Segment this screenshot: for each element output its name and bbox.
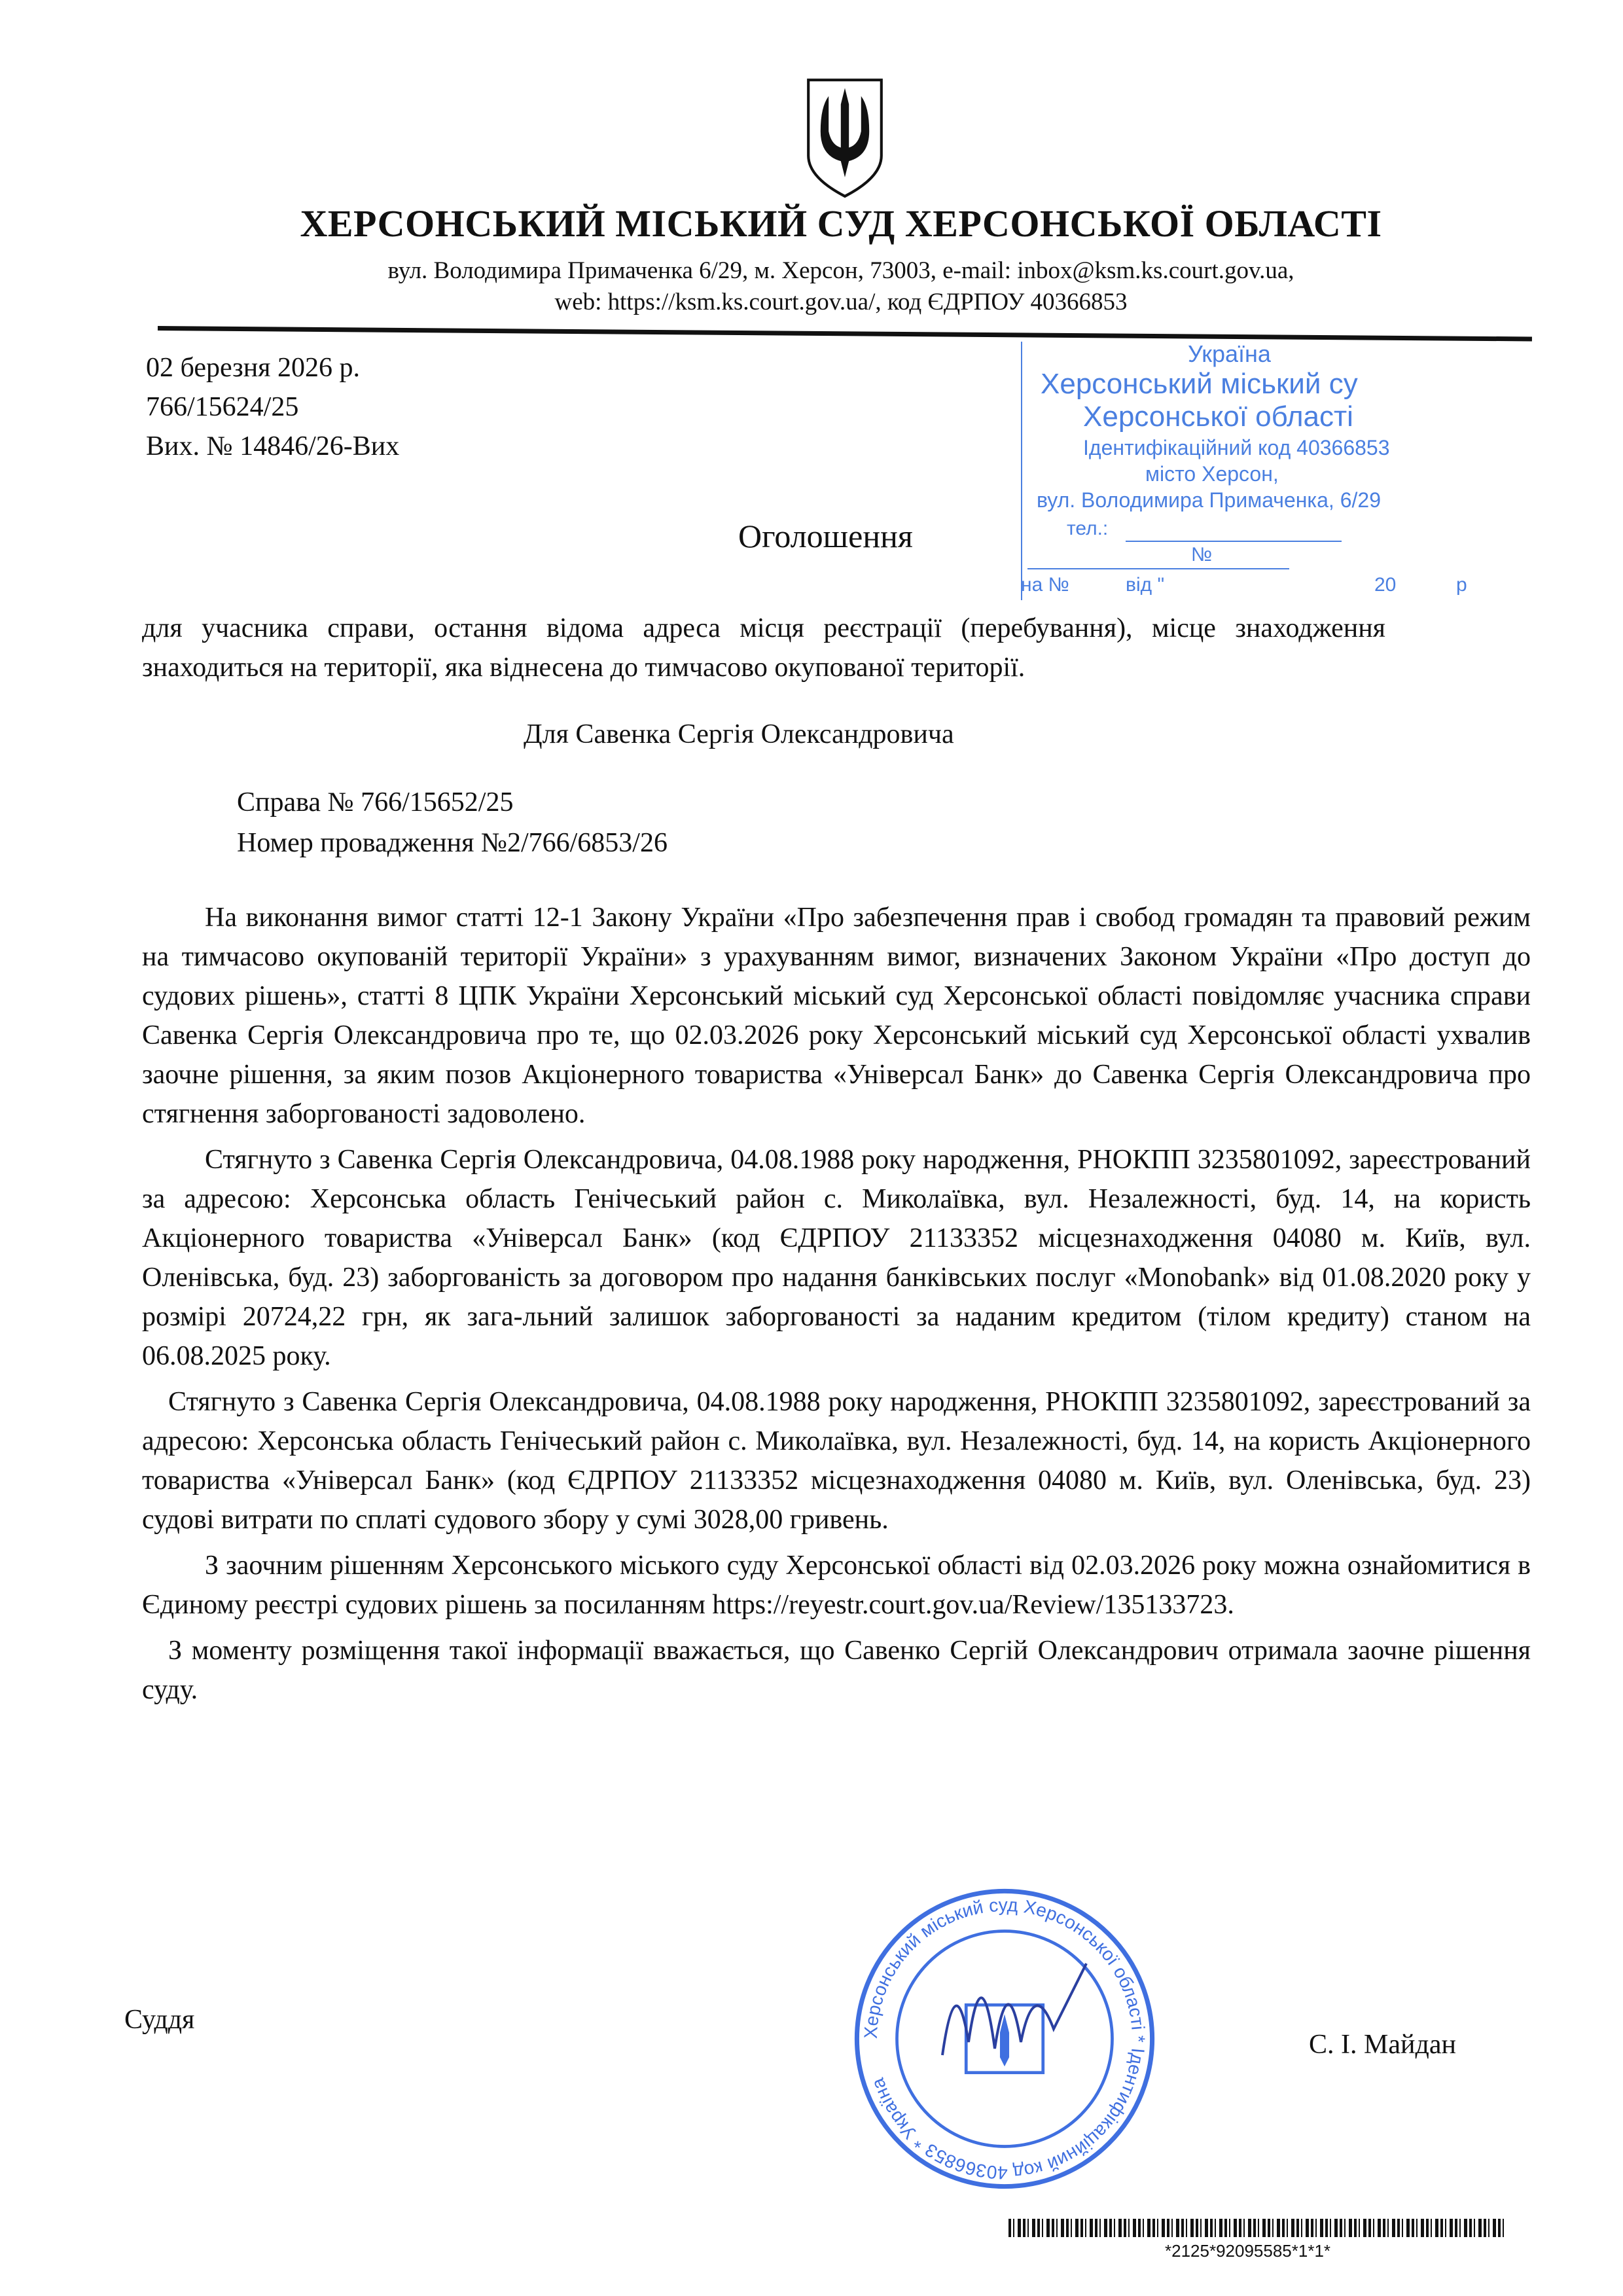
stamp-line: вул. Володимира Примаченка, 6/29 <box>1037 488 1381 512</box>
stamp-tel: тел.: <box>1067 518 1109 539</box>
proceeding-number: Номер провадження №2/766/6853/26 <box>237 828 668 858</box>
paragraph: На виконання вимог статті 12-1 Закону України «Про забезпечення прав і свобод громадян та правовий режим на тимчасово окупованій території України» з урахуванням вимог, визначених Законом України «Про доступ до судових рішень», статті 8 ЦПК України Херсонський міський суд Херсонської області повідомляє учасника справи Савенка Сергія Олександровича про те, що 02.03.2026 року Херсонський міський суд Херсонської області ухвалив заочне рішення, за яким позов Акціонерного товариства «Універсал Банк» до Савенка Сергія Олександровича про стягнення заборгованості задоволено. <box>142 903 1531 1129</box>
coat-of-arms-trident-icon <box>804 77 885 199</box>
stamp-year: 20 <box>1374 574 1397 596</box>
stamp-ref: на № <box>1021 574 1069 596</box>
paragraph: Стягнуто з Савенка Сергія Олександровича, 04.08.1988 року народження, РНОКПП 3235801092, зареєстрований за адресою: Херсонська область Генічеський район с. Миколаївка, вул. Незалежності, буд. 14, на користь Акціонерного товариства «Універсал Банк» (код ЄДРПОУ 21133352 місцезнаходження 04080 м. Київ, вул. Оленівська, буд. 23) судові витрати по сплаті судового збору у сумі 3028,00 гривень. <box>142 1387 1531 1535</box>
judge-name: С. І. Майдан <box>1309 2030 1456 2060</box>
stamp-r: р <box>1456 574 1467 596</box>
document-heading: Оголошення <box>738 518 913 554</box>
case-reference: 766/15624/25 <box>146 392 299 422</box>
court-title: ХЕРСОНСЬКИЙ МІСЬКИЙ СУД ХЕРСОНСЬКОЇ ОБЛАСТІ <box>300 202 1382 245</box>
stamp-line: Україна <box>1188 340 1271 367</box>
document-date: 02 березня 2026 р. <box>146 353 360 383</box>
stamp-no: № <box>1191 544 1213 565</box>
intro-text: для учасника справи, остання відома адреса місця реєстрації (перебування), місце знаходження знаходиться на території, яка віднесена до тимчасово окупованої території. <box>142 613 1385 683</box>
document-body <box>142 898 1531 1716</box>
stamp-line: місто Херсон, <box>1145 462 1279 486</box>
outgoing-number: Вих. № 14846/26-Вих <box>146 431 400 461</box>
judge-signature <box>929 1937 1099 2068</box>
paragraph: З моменту розміщення такої інформації вважається, що Савенко Сергій Олександрович отримала заочне рішення суду. <box>142 1636 1531 1705</box>
stamp-from: від " <box>1126 574 1165 596</box>
barcode-text: *2125*92095585*1*1* <box>1165 2241 1331 2261</box>
stamp-line: Херсонської області <box>1083 401 1353 433</box>
case-number: Справа № 766/15652/25 <box>237 787 514 817</box>
registration-stamp <box>1021 342 1479 603</box>
court-web: web: https://ksm.ks.court.gov.ua/, код ЄДРПОУ 40366853 <box>554 289 1128 315</box>
barcode <box>1008 2219 1506 2237</box>
header-divider <box>158 326 1532 341</box>
paragraph: З заочним рішенням Херсонського міського суду Херсонської області від 02.03.2026 року можна ознайомитися в Єдиному реєстрі судових рішень за посиланням https://reyestr.court.gov.ua/Review/135133723. <box>142 1551 1531 1620</box>
addressee: Для Савенка Сергія Олександровича <box>524 719 954 749</box>
paragraph: Стягнуто з Савенка Сергія Олександровича, 04.08.1988 року народження, РНОКПП 3235801092, зареєстрований за адресою: Херсонська область Генічеський район с. Миколаївка, вул. Незалежності, буд. 14, на користь Акціонерного товариства «Універсал Банк» (код ЄДРПОУ 21133352 місцезнаходження 04080 м. Київ, вул. Оленівська, буд. 23) заборгованість за договором про надання банківських послуг «Monobank» від 01.08.2020 року у розмірі 20724,22 грн, як зага-льний залишок заборгованості за наданим кредитом (тілом кредиту) станом на 06.08.2025 року. <box>142 1145 1531 1371</box>
court-address: вул. Володимира Примаченка 6/29, м. Херсон, 73003, e-mail: inbox@ksm.ks.court.gov.ua, <box>387 257 1294 284</box>
stamp-line: Ідентифікаційний код 40366853 <box>1083 436 1390 459</box>
seal-text: Херсонський міський суд Херсонської області * Ідентифікаційний код 40366853 * Україна <box>859 1893 1150 2184</box>
stamp-line: Херсонський міський су <box>1041 368 1358 400</box>
judge-role: Суддя <box>124 2005 195 2035</box>
